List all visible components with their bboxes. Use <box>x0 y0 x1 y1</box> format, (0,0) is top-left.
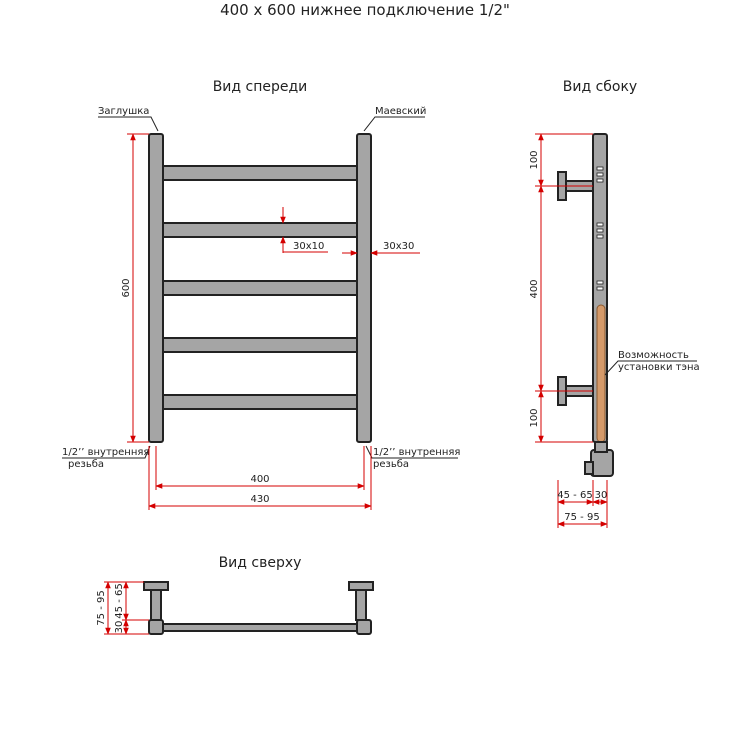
top-rail-end-left <box>149 620 163 634</box>
top-rail-dim: 30 <box>114 620 125 634</box>
side-mid-dim: 400 <box>529 279 540 299</box>
top-offset-dim: 45 - 65 <box>114 583 125 619</box>
front-view <box>62 79 460 510</box>
heater-label-2: установки тэна <box>618 362 700 373</box>
total-width-dim: 430 <box>250 494 270 505</box>
heater-element <box>597 305 605 442</box>
front-height-dim: 600 <box>121 278 132 298</box>
side-depth-dim: 75 - 95 <box>564 512 600 523</box>
top-stem-right <box>356 590 366 620</box>
top-view <box>96 555 373 634</box>
heater-neck <box>595 442 607 452</box>
top-rail-end-right <box>357 620 371 634</box>
heater-head <box>591 450 613 476</box>
thread-label-right-2: резьба <box>373 459 410 470</box>
side-rail-dim: 30 <box>594 490 608 501</box>
axis-width-dim: 400 <box>250 474 270 485</box>
page-title: 400 х 600 нижнее подключение 1/2" <box>220 1 510 19</box>
heater-label-1: Возможность <box>618 350 689 361</box>
top-view-heading: Вид сверху <box>218 555 302 571</box>
top-depth-dim: 75 - 95 <box>96 590 107 626</box>
left-vertical-rail <box>149 134 163 442</box>
right-vertical-rail <box>357 134 371 442</box>
rail-section-dim: 30х30 <box>383 241 415 252</box>
thread-label-left-1: 1/2’’ внутренняя <box>62 447 150 458</box>
side-offset-dim: 45 - 65 <box>557 490 593 501</box>
side-view-heading: Вид сбоку <box>562 79 638 95</box>
rung <box>163 395 357 409</box>
top-wall-plate-right <box>349 582 373 590</box>
rung <box>163 338 357 352</box>
side-top-dim: 100 <box>529 150 540 170</box>
top-stem-left <box>151 590 161 620</box>
rung <box>163 166 357 180</box>
front-view-heading: Вид спереди <box>212 79 308 95</box>
rung-section-dim: 30х10 <box>293 241 325 252</box>
rung <box>163 281 357 295</box>
top-wall-plate-left <box>144 582 168 590</box>
rung <box>163 223 357 237</box>
side-bottom-dim: 100 <box>529 408 540 428</box>
thread-label-right-1: 1/2’’ внутренняя <box>373 447 461 458</box>
heater-nut <box>585 462 593 474</box>
valve-label: Маевский <box>375 106 427 117</box>
side-view <box>529 79 700 528</box>
thread-label-left-2: резьба <box>68 459 105 470</box>
plug-label: Заглушка <box>98 106 150 117</box>
top-rung-bar <box>163 624 357 631</box>
